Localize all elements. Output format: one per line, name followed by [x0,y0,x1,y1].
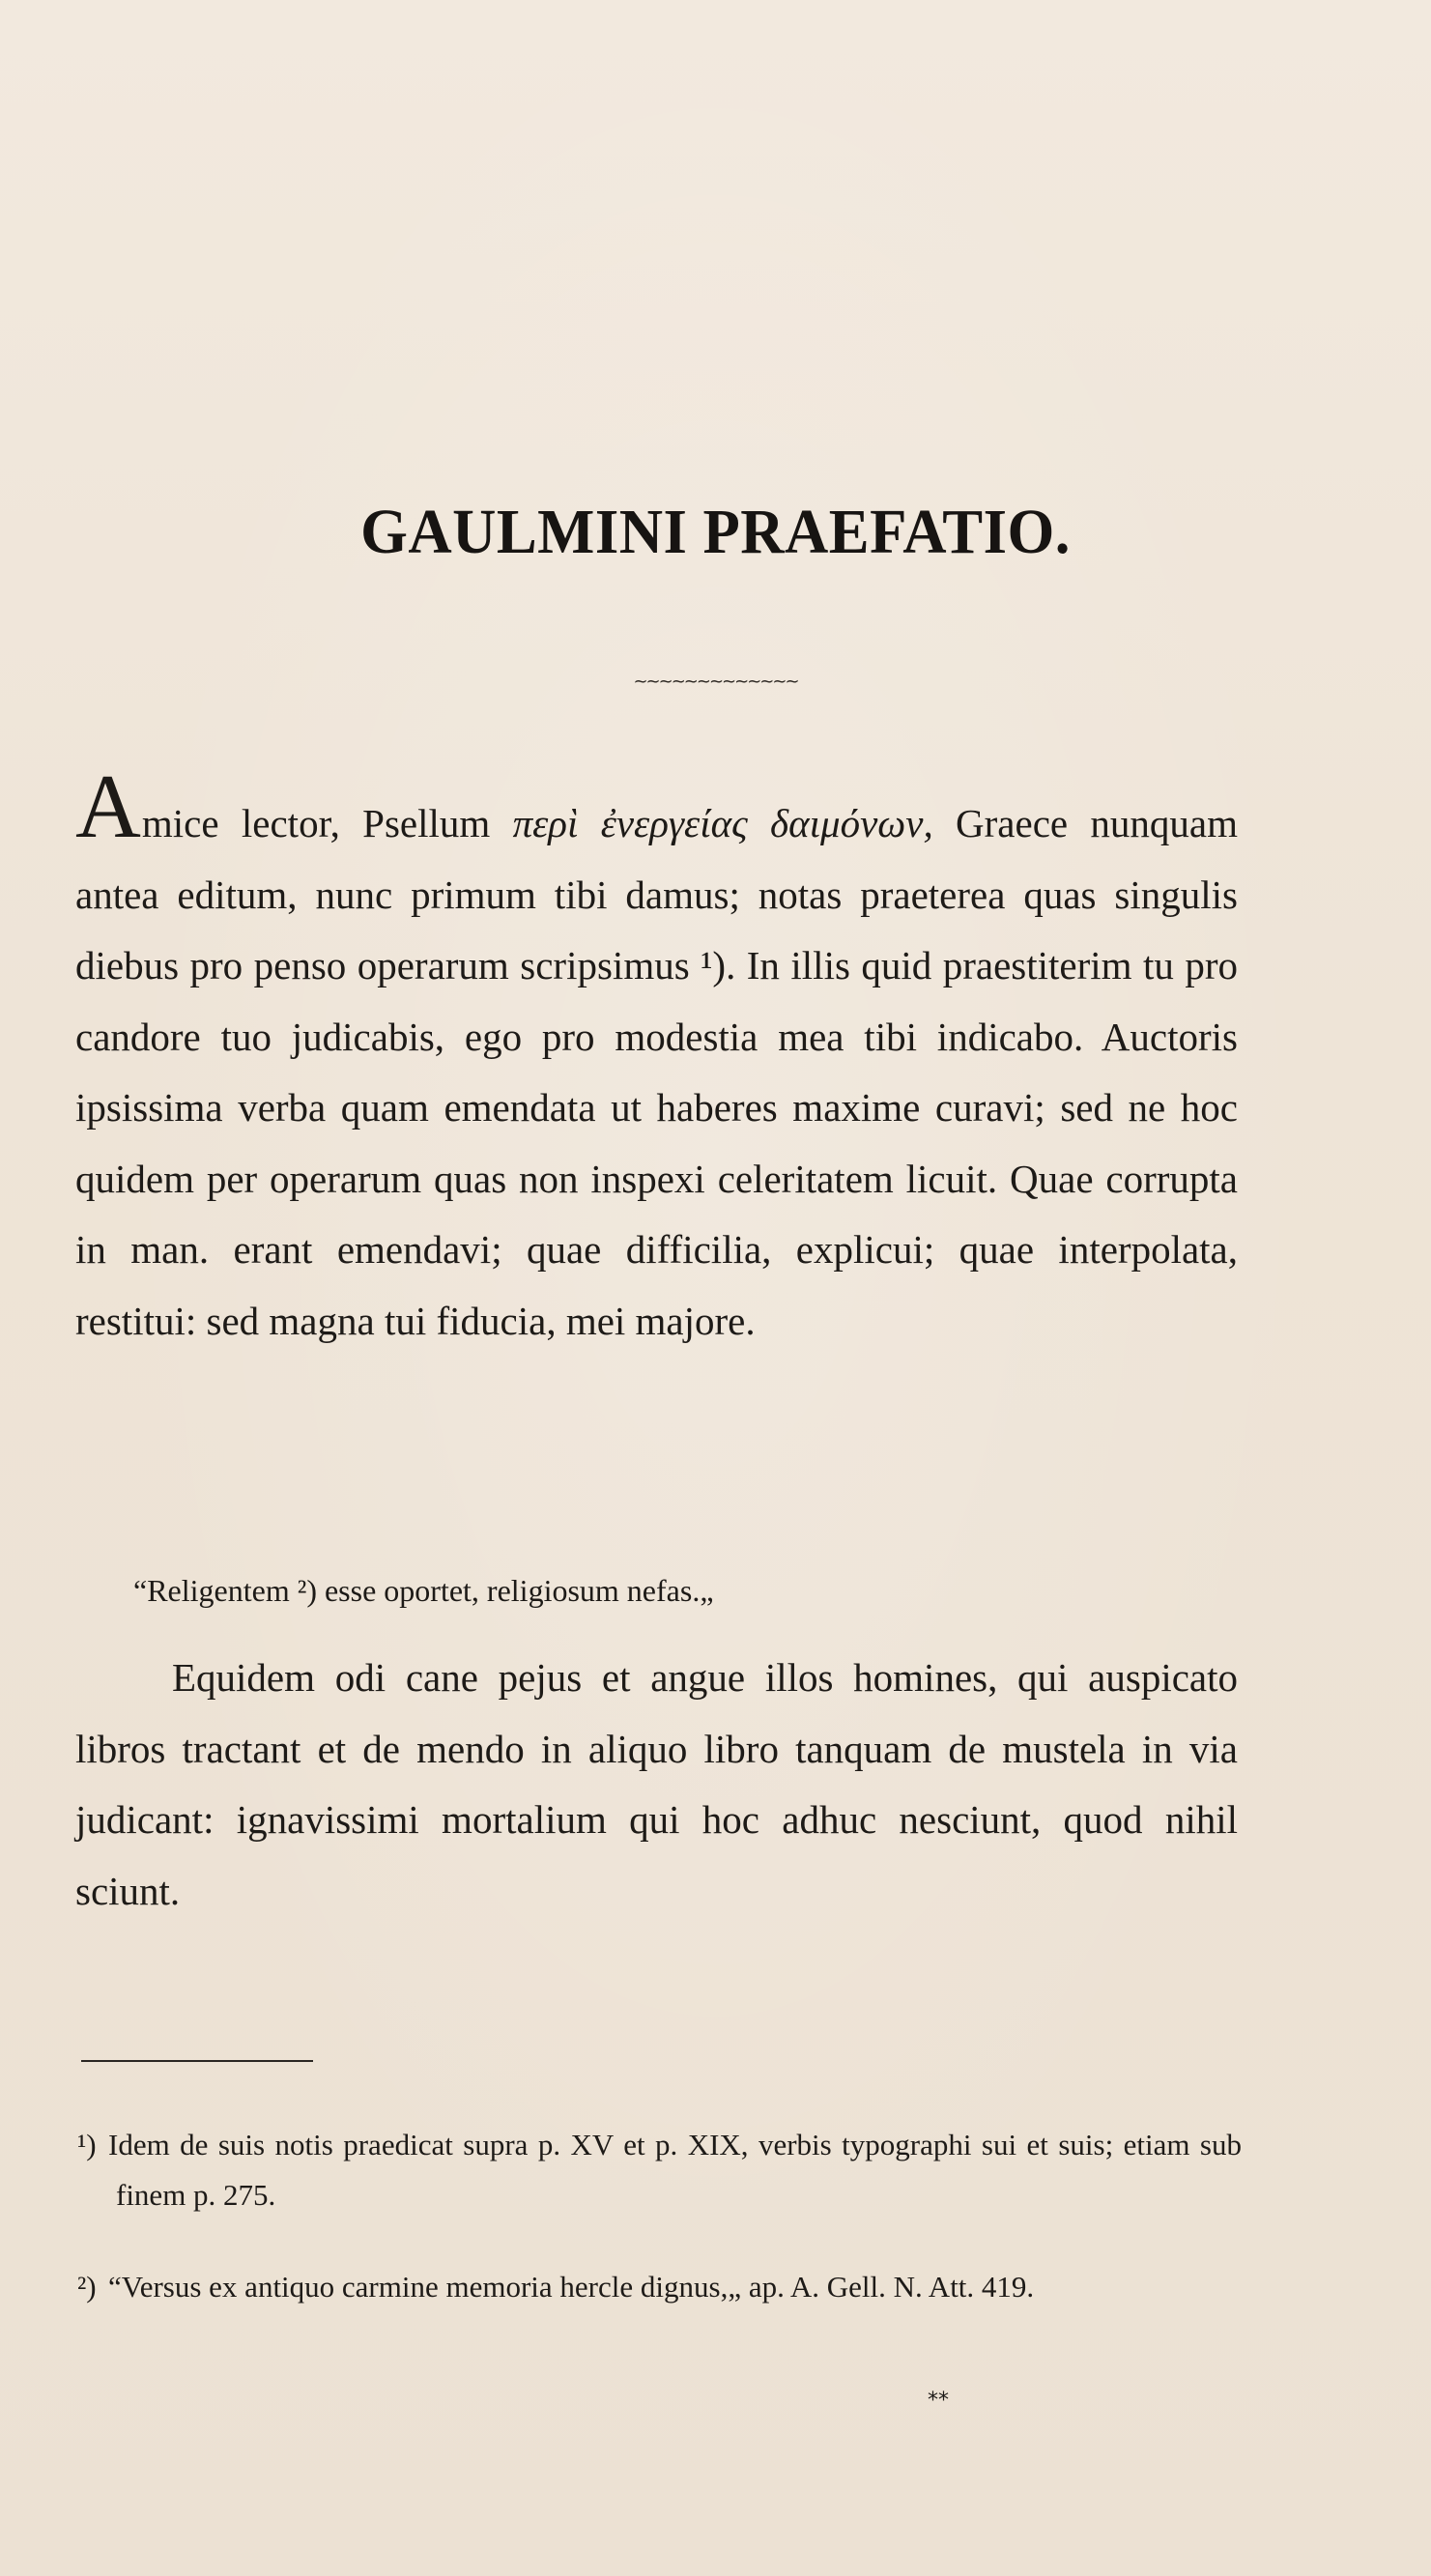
footnote-rule [81,2060,313,2062]
page-title: GAULMINI PRAEFATIO. [360,497,1071,567]
paragraph-1-body: Graece nunquam antea editum, nunc primum tibi damus; notas praeterea quas singulis diebus pro penso operarum scripsimus ¹). In illis quid praestiterim tu pro candore tuo judicabis, ego pro modestia mea tibi indicabo. Auctoris ipsissima verba quam emendata ut haberes maxime curavi; sed ne hoc quidem per operarum quas non inspexi celeritatem licuit. Quae corrupta in man. erant emendavi; quae difficilia, explicui; quae interpolata, restitui: sed magna tui fiducia, mei majore. [75,801,1239,1343]
footnote-1-mark: ¹) [77,2128,97,2161]
greek-title: περὶ ἐνεργείας δαιμόνων, [512,801,933,845]
paragraph-1 [75,757,1239,1357]
signature-mark: ** [928,2389,949,2413]
footnote-2-text: “Versus ex antiquo carmine memoria hercle dignus,„ ap. A. Gell. N. Att. 419. [108,2270,1035,2304]
paragraph-1-opening: mice lector, Psellum [141,801,491,845]
drop-cap: A [75,757,141,857]
footnote-1 [77,2120,1242,2220]
quotation-line: “Religentem ²) esse oportet, religiosum nefas.„ [133,1573,714,1608]
footnote-1-text: Idem de suis notis praedicat supra p. XV et p. XIX, verbis typographi sui et suis; etiam sub finem p. 275. [108,2128,1242,2212]
paragraph-2: Equidem odi cane pejus et angue illos homines, qui auspicato libros tractant et de mendo in aliquo libro tanquam de mustela in via judicant: ignavissimi mortalium qui hoc adhuc nesciunt, quod nihil sciunt. [75,1655,1238,1913]
footnote-2-mark: ²) [77,2270,97,2304]
footnote-2 [77,2262,1242,2312]
ornament-divider: ~~~~~~~~~~~~~ [633,672,798,692]
